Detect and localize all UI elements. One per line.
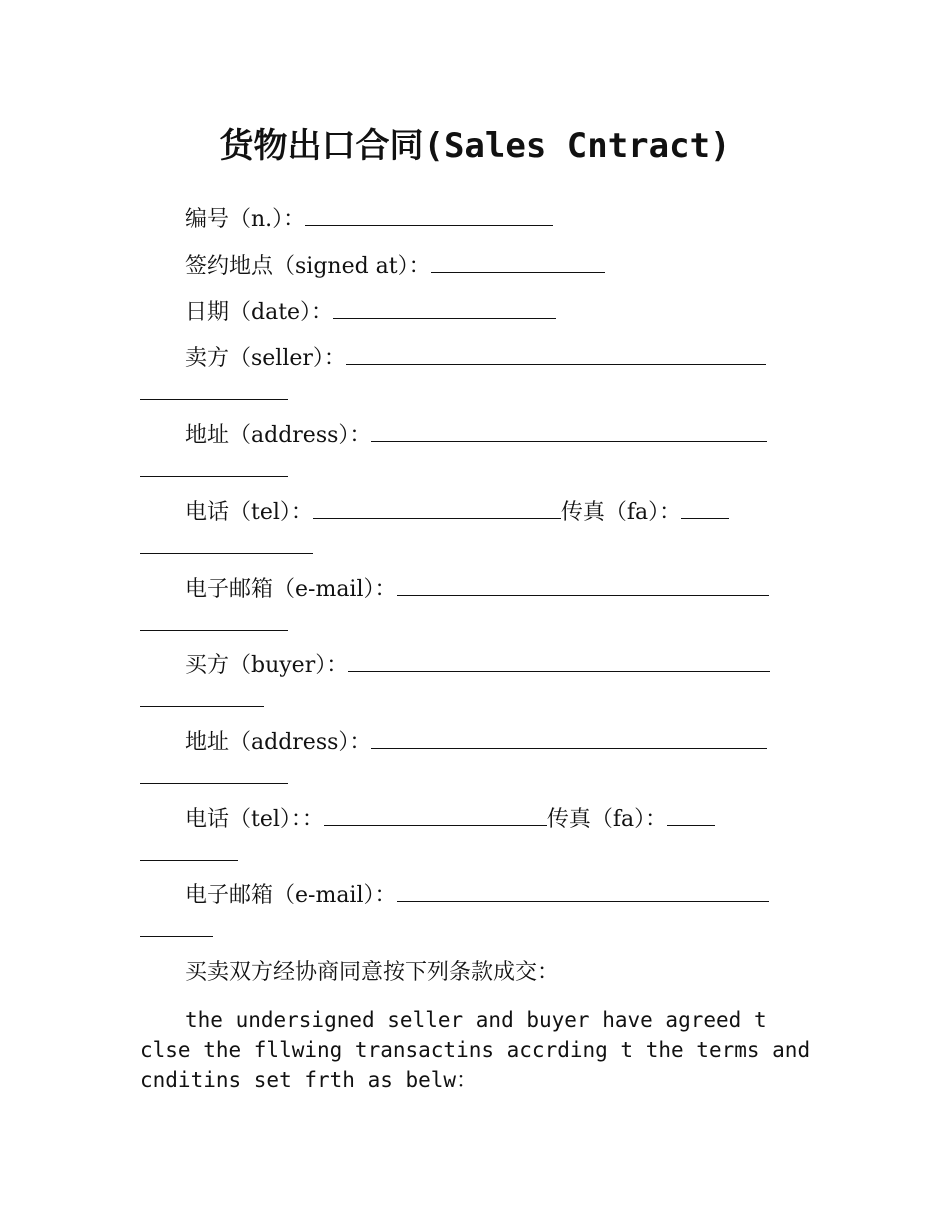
seller-address-blank[interactable] (371, 421, 767, 442)
seller-email-blank-continued[interactable] (140, 629, 288, 631)
seller-fax-blank-continued[interactable] (140, 552, 313, 554)
buyer-email-blank-continued[interactable] (140, 935, 213, 937)
signed-at-blank[interactable] (431, 252, 605, 273)
seller-tel-blank[interactable] (313, 498, 561, 519)
buyer-fax-label: 传真（fa）： (546, 807, 668, 832)
agreement-english-line-1: the undersigned seller and buyer have agreed t (185, 1008, 767, 1032)
signed-at-label: 签约地点（signed at）： (185, 254, 431, 279)
buyer-address-line (185, 728, 767, 758)
seller-label: 卖方（seller）： (185, 346, 346, 371)
contract-number-line (185, 205, 553, 235)
buyer-label: 买方（buyer）： (185, 653, 349, 678)
seller-address-label: 地址（address）： (185, 423, 372, 448)
buyer-email-label: 电子邮箱（e-mail）： (185, 883, 397, 908)
contract-number-blank[interactable] (305, 205, 553, 226)
buyer-fax-blank-continued[interactable] (140, 859, 238, 861)
buyer-tel-fax-line (185, 805, 715, 835)
seller-address-line (185, 421, 767, 451)
buyer-address-blank[interactable] (371, 728, 767, 749)
seller-email-label: 电子邮箱（e-mail）： (185, 577, 397, 602)
contract-number-label: 编号（n.）： (185, 207, 306, 232)
seller-fax-blank[interactable] (681, 498, 729, 519)
seller-blank[interactable] (346, 344, 766, 365)
buyer-tel-label: 电话（tel）：： (185, 807, 324, 832)
date-blank[interactable] (333, 298, 556, 319)
buyer-blank-continued[interactable] (140, 705, 264, 707)
buyer-address-label: 地址（address）： (185, 730, 372, 755)
buyer-fax-blank[interactable] (667, 805, 715, 826)
seller-fax-label: 传真（fa）： (560, 500, 682, 525)
date-label: 日期（date）： (185, 300, 334, 325)
seller-blank-continued[interactable] (140, 398, 288, 400)
agreement-english-line-3: cnditins set frth as belw： (140, 1068, 478, 1092)
seller-address-blank-continued[interactable] (140, 475, 288, 477)
agreement-chinese: 买卖双方经协商同意按下列条款成交： (185, 960, 560, 985)
buyer-address-blank-continued[interactable] (140, 782, 288, 784)
seller-line (185, 344, 766, 374)
document-title: 货物出口合同(Sales Cntract) (219, 126, 731, 166)
signed-at-line (185, 252, 605, 282)
buyer-email-line (185, 881, 769, 911)
agreement-english-line-2: clse the fllwing transactins accrding t the terms and (140, 1038, 811, 1062)
buyer-tel-blank[interactable] (324, 805, 547, 826)
seller-email-blank[interactable] (397, 575, 769, 596)
seller-email-line (185, 575, 769, 605)
buyer-email-blank[interactable] (397, 881, 769, 902)
buyer-line (185, 651, 770, 681)
buyer-blank[interactable] (348, 651, 770, 672)
seller-tel-label: 电话（tel）： (185, 500, 313, 525)
date-line (185, 298, 556, 328)
seller-tel-fax-line (185, 498, 729, 528)
